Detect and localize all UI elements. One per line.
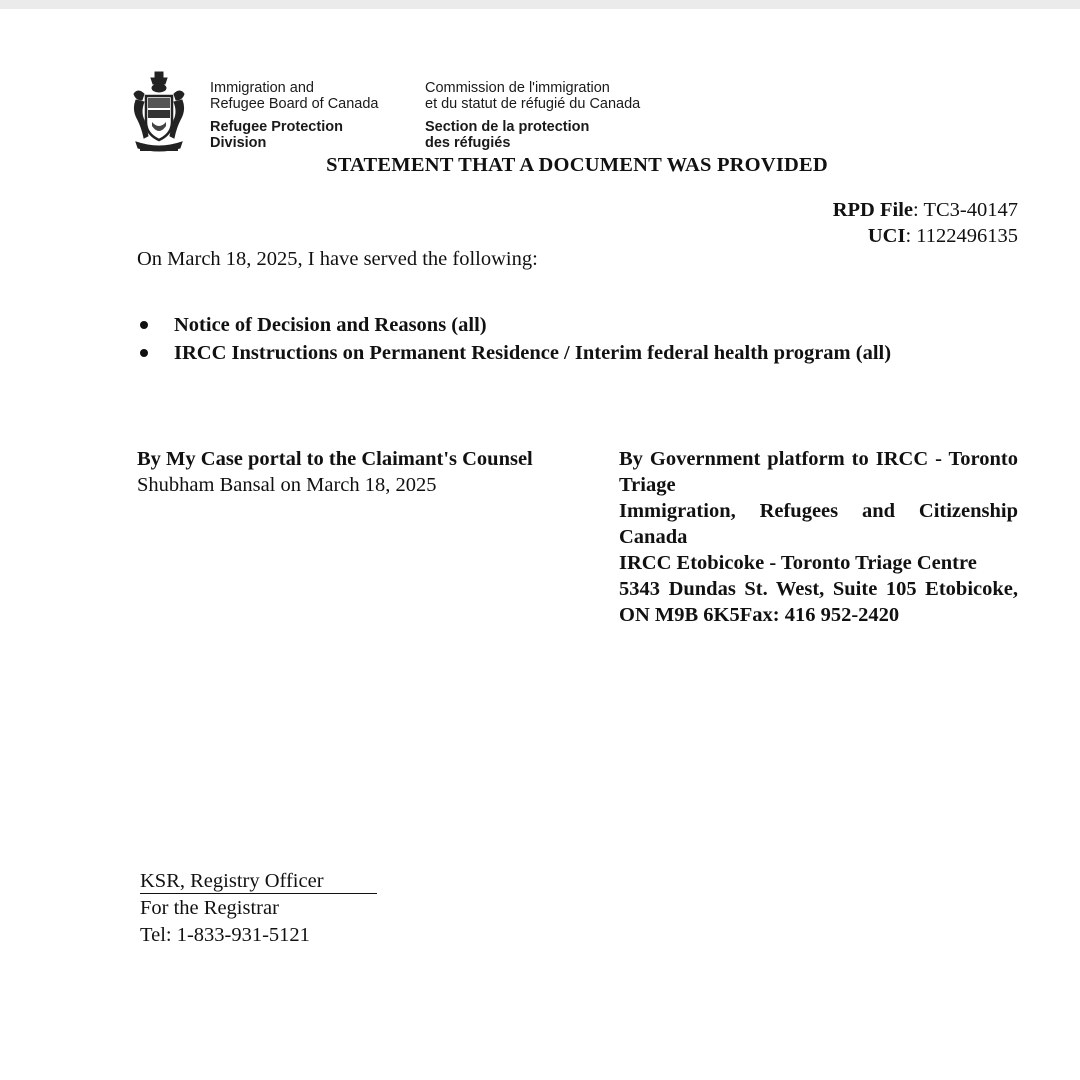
signature-tel: Tel: 1-833-931-5121	[140, 924, 310, 946]
served-items-list	[137, 312, 891, 368]
top-bar	[0, 0, 1080, 9]
file-info	[833, 197, 1018, 249]
uci-row	[833, 223, 1018, 249]
list-item	[137, 340, 891, 368]
signature-name: KSR, Registry Officer	[140, 869, 377, 894]
header-en-org-line: Immigration and	[210, 80, 314, 96]
header-en-org-line: Refugee Board of Canada	[210, 96, 379, 112]
bullet-icon	[140, 349, 148, 357]
signature-block	[140, 868, 377, 949]
intro-text: On March 18, 2025, I have served the following:	[137, 248, 538, 270]
document-title: STATEMENT THAT A DOCUMENT WAS PROVIDED	[326, 154, 828, 176]
header-fr-org-line: et du statut de réfugié du Canada	[425, 96, 641, 112]
service-right-line: Immigration, Refugees and Citizenship Canada	[619, 500, 1018, 548]
list-item	[137, 312, 891, 340]
header-en-division-line: Refugee Protection	[210, 119, 343, 135]
header-fr-division-line: Section de la protection	[425, 119, 590, 135]
service-left-heading: By My Case portal to the Claimant's Counsel	[137, 448, 533, 470]
rpd-file-label: RPD File	[832, 199, 914, 221]
header-fr-division	[425, 119, 589, 151]
service-right-line: IRCC Etobicoke - Toronto Triage Centre	[619, 552, 977, 574]
header-fr-org	[425, 80, 640, 112]
service-left-detail: Shubham Bansal on March 18, 2025	[137, 474, 437, 496]
service-right-heading: By Government platform to IRCC - Toronto Triage	[619, 448, 1018, 496]
header-en-org	[210, 80, 379, 112]
rpd-file-row	[833, 197, 1018, 223]
service-right	[619, 446, 1018, 628]
service-right-line: 5343 Dundas St. West, Suite 105 Etobicoke, ON M9B 6K5Fax: 416 952-2420	[619, 578, 1018, 626]
header-fr-division-line: des réfugiés	[425, 135, 511, 151]
signature-role: For the Registrar	[140, 897, 279, 919]
list-item-text: IRCC Instructions on Permanent Residence / Interim federal health program (all)	[174, 342, 892, 364]
uci-value: : 1122496135	[905, 225, 1018, 247]
header-fr-org-line: Commission de l'immigration	[425, 80, 610, 96]
coat-of-arms-icon	[130, 70, 188, 154]
rpd-file-value: : TC3-40147	[913, 199, 1018, 221]
uci-label: UCI	[867, 225, 906, 247]
service-left	[137, 446, 582, 498]
header-en-division-line: Division	[210, 135, 267, 151]
header-en-division	[210, 119, 343, 151]
bullet-icon	[140, 321, 148, 329]
list-item-text: Notice of Decision and Reasons (all)	[174, 314, 487, 336]
